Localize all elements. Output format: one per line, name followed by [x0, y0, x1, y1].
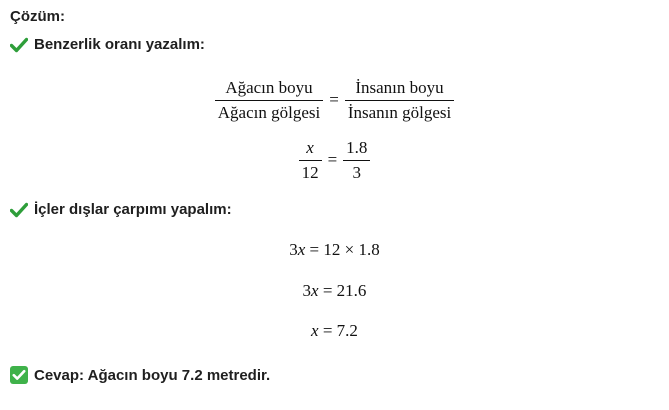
- numerator: 1.8: [346, 137, 368, 157]
- equation-3x-product: [0, 238, 669, 262]
- coefficient: 3: [289, 240, 298, 259]
- fraction-bar: [215, 100, 323, 101]
- variable-x: x: [311, 321, 319, 340]
- equation-x-value: [0, 319, 669, 343]
- step-label: İçler dışlar çarpımı yapalım:: [34, 201, 232, 218]
- denominator: Ağacın gölgesi: [217, 102, 321, 122]
- equals-sign: =: [327, 150, 338, 169]
- numerator: x: [306, 137, 314, 157]
- step-label: Benzerlik oranı yazalım:: [34, 36, 205, 53]
- equation-rhs: = 12 × 1.8: [309, 240, 380, 259]
- fraction-bar: [299, 160, 322, 161]
- equation-3x-value: [0, 279, 669, 303]
- denominator: İnsanın gölgesi: [347, 102, 452, 122]
- equation-rhs: = 21.6: [322, 281, 367, 300]
- numeric-ratio-equation: [0, 134, 669, 186]
- fraction-tree: [215, 77, 323, 124]
- denominator: 12: [301, 162, 319, 182]
- step-icler-dislar: [10, 201, 232, 218]
- step-benzerlik: [10, 36, 205, 53]
- coefficient: 3: [302, 281, 312, 300]
- denominator: 3: [352, 162, 362, 182]
- answer-text: Cevap: Ağacın boyu 7.2 metredir.: [34, 366, 271, 384]
- check-box-icon: [10, 366, 28, 384]
- variable-x: x: [297, 240, 306, 259]
- check-mark-icon: [10, 202, 28, 218]
- fraction-bar: [343, 160, 370, 161]
- fraction-person: [345, 77, 454, 124]
- fraction-x-over-12: [299, 137, 322, 184]
- numerator: Ağacın boyu: [225, 77, 313, 97]
- ratio-equation: [0, 72, 669, 128]
- equation-rhs: = 7.2: [322, 321, 358, 340]
- answer-line: [10, 366, 270, 384]
- solution-heading: Çözüm:: [10, 8, 65, 25]
- fraction-1.8-over-3: [343, 137, 370, 184]
- numerator: İnsanın boyu: [355, 77, 444, 97]
- equals-sign: =: [329, 90, 339, 109]
- variable-x: x: [311, 281, 319, 300]
- check-mark-icon: [10, 37, 28, 53]
- fraction-bar: [345, 100, 454, 101]
